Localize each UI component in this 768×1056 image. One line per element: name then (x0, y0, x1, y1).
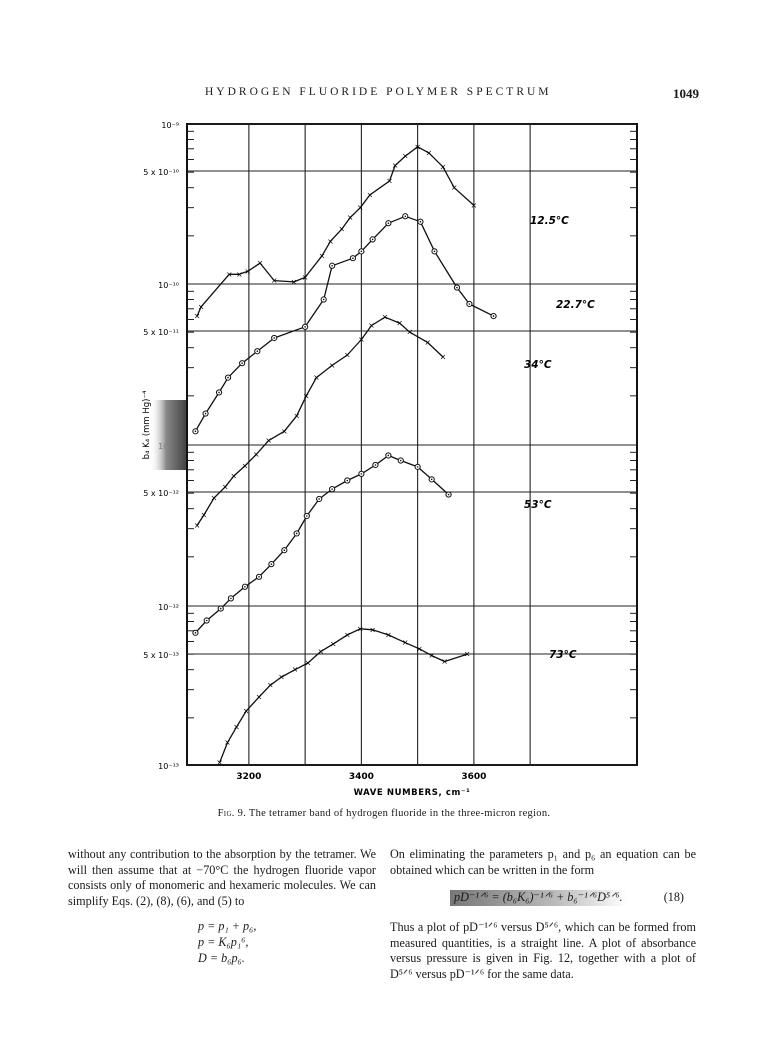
data-point-x: × (216, 758, 223, 768)
equation-p-sum: p = p₁ + p₆, (198, 919, 257, 934)
series-label: 53°C (524, 499, 552, 511)
data-point-dot (205, 413, 207, 415)
data-point-dot (195, 632, 197, 634)
data-point-dot (273, 337, 275, 339)
data-point-x: × (291, 665, 299, 675)
series-label: 34°C (524, 359, 552, 371)
series-line (197, 317, 443, 525)
data-point-x: × (450, 183, 458, 193)
data-point-dot (206, 620, 208, 622)
data-point-dot (388, 455, 390, 457)
data-point-x: × (391, 161, 399, 171)
data-point-dot (218, 392, 220, 394)
series-label: 12.5°C (530, 215, 569, 227)
data-point-x: × (328, 360, 336, 370)
data-point-x: × (414, 142, 421, 152)
data-point-dot (388, 222, 390, 224)
data-point-dot (404, 215, 406, 217)
data-point-dot (318, 498, 320, 500)
data-point-x: × (386, 176, 393, 186)
data-point-x: × (252, 449, 260, 459)
data-point-x: × (318, 251, 326, 261)
data-point-dot (493, 315, 495, 317)
data-point-x: × (368, 321, 375, 331)
right-paragraph-1: On eliminating the parameters p₁ and p₆ an equation can be obtained which can be written in the form (390, 847, 696, 877)
y-tick-label: 10⁻¹² (158, 603, 179, 612)
data-point-dot (257, 350, 259, 352)
data-point-x: × (343, 350, 351, 360)
x-axis-label: WAVE NUMBERS, cm⁻¹ (353, 788, 471, 798)
data-point-dot (195, 431, 197, 433)
data-point-x: × (396, 318, 403, 328)
data-point-x: × (385, 630, 392, 640)
data-point-dot (456, 287, 458, 289)
data-point-dot (241, 362, 243, 364)
data-point-x: × (265, 436, 272, 446)
left-paragraph: without any contribution to the absorption by the tetramer. We will then assume that at −70°C the hydrogen fluoride vapor consists only of monomeric and hexameric molecules. We can simplify Eqs. (2), (8), (6), and (5) to (68, 847, 376, 908)
data-point-x: × (255, 692, 263, 702)
data-point-x: × (242, 706, 250, 716)
data-point-x: × (266, 680, 274, 690)
y-tick-label: 5 x 10⁻¹¹ (143, 328, 179, 337)
running-head: HYDROGEN FLUORIDE POLYMER SPECTRUM (205, 86, 552, 98)
data-point-dot (352, 257, 354, 259)
y-tick-label: 10⁻⁹ (161, 121, 179, 130)
data-point-x: × (280, 426, 288, 436)
y-tick-label: 5 x 10⁻¹⁰ (143, 168, 179, 177)
data-point-x: × (290, 277, 298, 287)
data-point-dot (347, 480, 349, 482)
right-paragraph-2: Thus a plot of pD⁻¹ᐟ⁶ versus D⁵ᐟ⁶, which can be formed from measured quantities, is a straight line. A plot of absorbance versus pressure is given in Fig. 12, together with a plot of D⁵ᐟ⁶ versus pD⁻¹ᐟ⁶ for the same data. (390, 920, 696, 981)
data-point-dot (400, 460, 402, 462)
data-point-dot (271, 563, 273, 565)
data-point-x: × (200, 510, 208, 520)
data-point-x: × (356, 624, 364, 634)
page-number: 1049 (673, 86, 699, 101)
data-point-x: × (439, 352, 447, 362)
data-point-x: × (210, 493, 218, 503)
data-point-x: × (241, 461, 249, 471)
x-tick-label: 3400 (348, 772, 374, 782)
data-point-x: × (358, 334, 365, 344)
data-point-x: × (401, 151, 409, 161)
series-line (195, 216, 493, 431)
data-point-dot (306, 515, 308, 517)
data-point-x: × (327, 236, 334, 246)
data-point-x: × (197, 302, 205, 312)
data-point-dot (323, 299, 325, 301)
y-axis-label: b₄ K₄ (mm Hg)⁻⁴ (142, 390, 152, 460)
data-point-dot (431, 479, 433, 481)
y-axis-label-smudge (150, 400, 186, 470)
data-point-x: × (235, 269, 243, 279)
body-column-right (390, 847, 696, 983)
data-point-x: × (302, 391, 310, 401)
data-point-x: × (256, 258, 264, 268)
data-point-x: × (304, 658, 312, 668)
data-point-x: × (428, 651, 436, 661)
data-point-x: × (343, 630, 351, 640)
data-point-x: × (470, 200, 478, 210)
data-point-x: × (425, 148, 433, 158)
body-column-left (68, 847, 376, 966)
data-point-x: × (317, 646, 325, 656)
data-point-dot (375, 464, 377, 466)
data-point-x: × (225, 269, 233, 279)
equation-18 (390, 890, 696, 906)
data-point-dot (420, 221, 422, 223)
y-tick-label: 10⁻¹⁰ (158, 281, 179, 290)
series-label: 22.7°C (556, 299, 595, 311)
data-point-dot (372, 239, 374, 241)
data-point-x: × (424, 338, 432, 348)
data-point-dot (220, 608, 222, 610)
data-point-dot (284, 549, 286, 551)
data-point-dot (434, 251, 436, 253)
data-point-x: × (270, 276, 278, 286)
data-point-dot (258, 576, 260, 578)
equation-18-number: (18) (663, 890, 684, 905)
data-point-dot (304, 326, 306, 328)
data-point-x: × (301, 272, 309, 282)
data-point-x: × (366, 190, 374, 200)
y-tick-label: 5 x 10⁻¹² (143, 489, 179, 498)
y-tick-label: 5 x 10⁻¹³ (143, 651, 179, 660)
data-point-x: × (244, 266, 252, 276)
equation-block (198, 919, 376, 966)
caption-text: The tetramer band of hydrogen fluoride in the three-micron region. (248, 808, 551, 819)
data-point-x: × (338, 224, 346, 234)
data-point-dot (296, 533, 298, 535)
data-point-x: × (221, 482, 229, 492)
data-point-x: × (313, 373, 320, 383)
equation-18-body: pD⁻¹ᐟ⁶ = (b₆K₆)⁻¹ᐟ⁶ + b₆⁻¹ᐟ⁶D⁵ᐟ⁶. (450, 890, 627, 906)
data-point-dot (361, 473, 363, 475)
y-tick-label: 10⁻¹³ (158, 762, 179, 771)
x-tick-label: 3200 (236, 772, 262, 782)
data-point-x: × (230, 471, 238, 481)
figure-caption (0, 808, 768, 819)
data-point-x: × (439, 162, 447, 172)
data-point-dot (469, 303, 471, 305)
equation-d-b6: D = b₆p₆. (198, 950, 245, 965)
x-tick-label: 3600 (461, 772, 487, 782)
data-point-x: × (381, 312, 389, 322)
data-point-x: × (278, 672, 285, 682)
series-label: 73°C (549, 649, 577, 661)
data-point-x: × (193, 520, 201, 530)
data-point-x: × (463, 649, 471, 659)
data-point-x: × (329, 639, 337, 649)
data-point-x: × (441, 656, 448, 666)
data-point-dot (227, 377, 229, 379)
data-point-dot (417, 466, 419, 468)
data-point-x: × (406, 327, 414, 337)
data-point-x: × (293, 411, 301, 421)
data-point-x: × (401, 638, 409, 648)
data-point-dot (244, 586, 246, 588)
data-point-dot (448, 494, 450, 496)
data-point-dot (361, 251, 363, 253)
data-point-dot (230, 598, 232, 600)
caption-label: Fig. 9. (217, 808, 247, 819)
data-point-x: × (356, 203, 364, 213)
data-point-dot (331, 265, 333, 267)
data-point-x: × (224, 738, 231, 748)
data-point-dot (331, 488, 333, 490)
equation-p-k6: p = K₆p₁⁶, (198, 934, 249, 949)
series-line (197, 147, 474, 316)
data-point-x: × (415, 644, 423, 654)
data-point-x: × (369, 625, 376, 635)
data-point-x: × (193, 311, 201, 321)
data-point-x: × (233, 722, 240, 732)
data-point-x: × (346, 213, 354, 223)
